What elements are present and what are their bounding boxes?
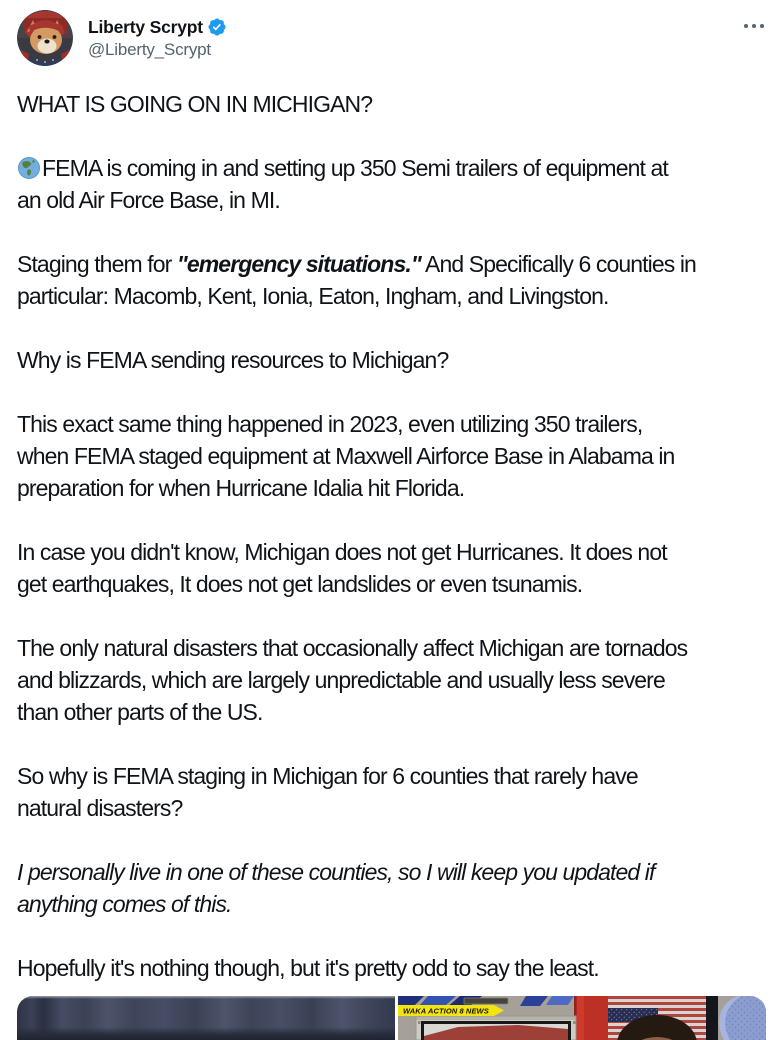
ellipsis-icon [752,24,756,28]
text-segment: This exact same thing happened in 2023, even utilizing 350 trailers, [17,411,643,437]
text-segment: FEMA is coming in and setting up 350 Semi trailers of equipment at [42,155,668,181]
text-segment: Staging them for [17,251,177,277]
text-segment: WHAT IS GOING ON IN MICHIGAN? [17,91,373,117]
text-segment: Why is FEMA sending resources to Michigan? [17,347,449,373]
text-segment: preparation for when Hurricane Idalia hit Florida. [17,475,465,501]
media-image-left[interactable] [17,996,395,1040]
red-wall-column [574,996,610,1040]
tweet-paragraph [17,952,769,984]
framed-picture [416,1016,576,1040]
text-segment: I personally live in one of these counties, so I will keep you updated if [17,859,655,885]
text-segment: In case you didn't know, Michigan does not get Hurricanes. It does not [17,539,667,565]
author-handle: @Liberty_Scrypt [88,40,211,59]
tweet-header [0,0,784,66]
text-segment: So why is FEMA staging in Michigan for 6 counties that rarely have [17,763,638,789]
tweet-paragraph [17,408,769,504]
news-banner [398,1005,504,1016]
author-names [88,10,227,61]
tweet-paragraph [17,152,769,216]
text-segment: than other parts of the US. [17,699,263,725]
tweet-paragraph [17,856,769,920]
globe-americas-icon [17,156,41,180]
text-segment: and blizzards, which are largely unpredictable and usually less severe [17,667,665,693]
news-studio-image [398,996,766,1040]
author-display-name[interactable]: Liberty Scrypt [88,17,203,37]
tweet-text [17,88,769,984]
text-segment: The only natural disasters that occasionally affect Michigan are tornados [17,635,688,661]
text-segment: natural disasters? [17,795,183,821]
chair-shadow [706,996,718,1040]
news-banner-text: WAKA ACTION 8 NEWS [403,1006,489,1016]
tweet-paragraph [17,760,769,824]
tweet-paragraph [17,632,769,728]
tweet-paragraph [17,344,769,376]
text-segment: Hopefully it's nothing though, but it's pretty odd to say the least. [17,955,599,981]
text-segment: anything comes of this. [17,891,232,917]
tweet-paragraph [17,248,769,312]
text-segment: when FEMA staged equipment at Maxwell Airforce Base in Alabama in [17,443,675,469]
text-segment: an old Air Force Base, in MI. [17,187,280,213]
shiba-avatar-image [17,10,73,66]
wall-vent [464,998,508,1004]
text-segment: "emergency situations." [176,251,421,277]
text-segment: particular: Macomb, Kent, Ionia, Eaton, Ingham, and Livingston. [17,283,609,309]
verified-badge-icon [207,17,227,37]
more-options-button[interactable] [740,20,768,32]
text-segment: get earthquakes, It does not get landslides or even tsunamis. [17,571,583,597]
ellipsis-icon [760,24,764,28]
tweet-media [17,996,766,1040]
media-image-right[interactable] [398,996,766,1040]
tweet-paragraph [17,536,769,600]
text-segment: And Specifically 6 counties in [420,251,696,277]
avatar[interactable] [17,10,73,66]
ellipsis-icon [744,24,748,28]
tweet-paragraph [17,88,769,120]
